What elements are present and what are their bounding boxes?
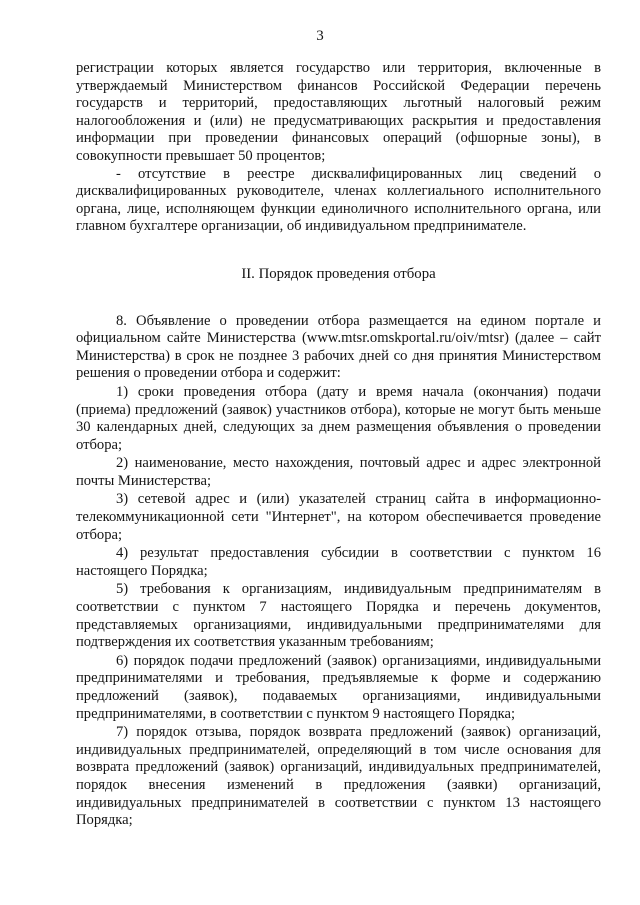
page-number: 3 <box>316 28 324 44</box>
list-item: 6) порядок подачи предложений (заявок) организациями, индивидуальными предпринимателями и требования, предъявляемые к форме и содержанию предложений (заявок), подаваемых организациями, индивидуальными предпринимателями, в соответствии с пунктом 9 настоящего Порядка; <box>76 652 601 722</box>
list-item: 4) результат предоставления субсидии в соответствии с пунктом 16 настоящего Порядка; <box>76 545 601 579</box>
section-heading: II. Порядок проведения отбора <box>241 265 436 282</box>
section-body <box>76 313 601 830</box>
paragraph-offshore-continuation: регистрации которых является государство или территория, включенные в утверждаемый Министерством финансов Российской Федерации перечень государств и территорий, предоставляющих льготный налоговый режим налогообложения и (или) не предусматривающих раскрытия и предоставления информации при проведении финансовых операций (офшорные зоны), в совокупности превышает 50 процентов; <box>76 60 601 164</box>
paragraph-disqualified-registry: - отсутствие в реестре дисквалифицированных лиц сведений о дисквалифицированных руководителе, членах коллегиального исполнительного органа, лице, исполняющем функции единоличного исполнительного органа, или главном бухгалтере организации, об индивидуальном предпринимателе. <box>76 165 601 235</box>
document-body <box>76 60 601 830</box>
paragraph-announcement-intro: 8. Объявление о проведении отбора размещается на едином портале и официальном сайте Министерства (www.mtsr.omskportal.ru/oiv/mtsr) (далее – сайт Министерства) в срок не позднее 3 рабочих дней со дня принятия Министерством решения о проведении отбора и содержит: <box>76 312 601 382</box>
list-item: 5) требования к организациям, индивидуальным предпринимателям в соответствии с пунктом 7 настоящего Порядка и перечень документов, представляемых организациями, индивидуальными предпринимателями для подтверждения их соответствия указанным требованиям; <box>76 581 601 651</box>
list-item: 2) наименование, место нахождения, почтовый адрес и адрес электронной почты Министерства; <box>76 455 601 489</box>
list-item: 3) сетевой адрес и (или) указателей страниц сайта в информационно-телекоммуникационной сети "Интернет", на котором обеспечивается проведение отбора; <box>76 491 601 543</box>
list-item: 1) сроки проведения отбора (дату и время начала (окончания) подачи (приема) предложений (заявок) участников отбора), которые не могут быть меньше 30 календарных дней, следующих за днем размещения объявления о проведении отбора; <box>76 383 601 453</box>
list-item: 7) порядок отзыва, порядок возврата предложений (заявок) организаций, индивидуальных предпринимателей, определяющий в том числе основания для возврата предложений (заявок) организаций, индивидуальных предпринимателей, порядок внесения изменений в предложения (заявки) организаций, индивидуальных предпринимателей в соответствии с пунктом 13 настоящего Порядка; <box>76 724 601 829</box>
